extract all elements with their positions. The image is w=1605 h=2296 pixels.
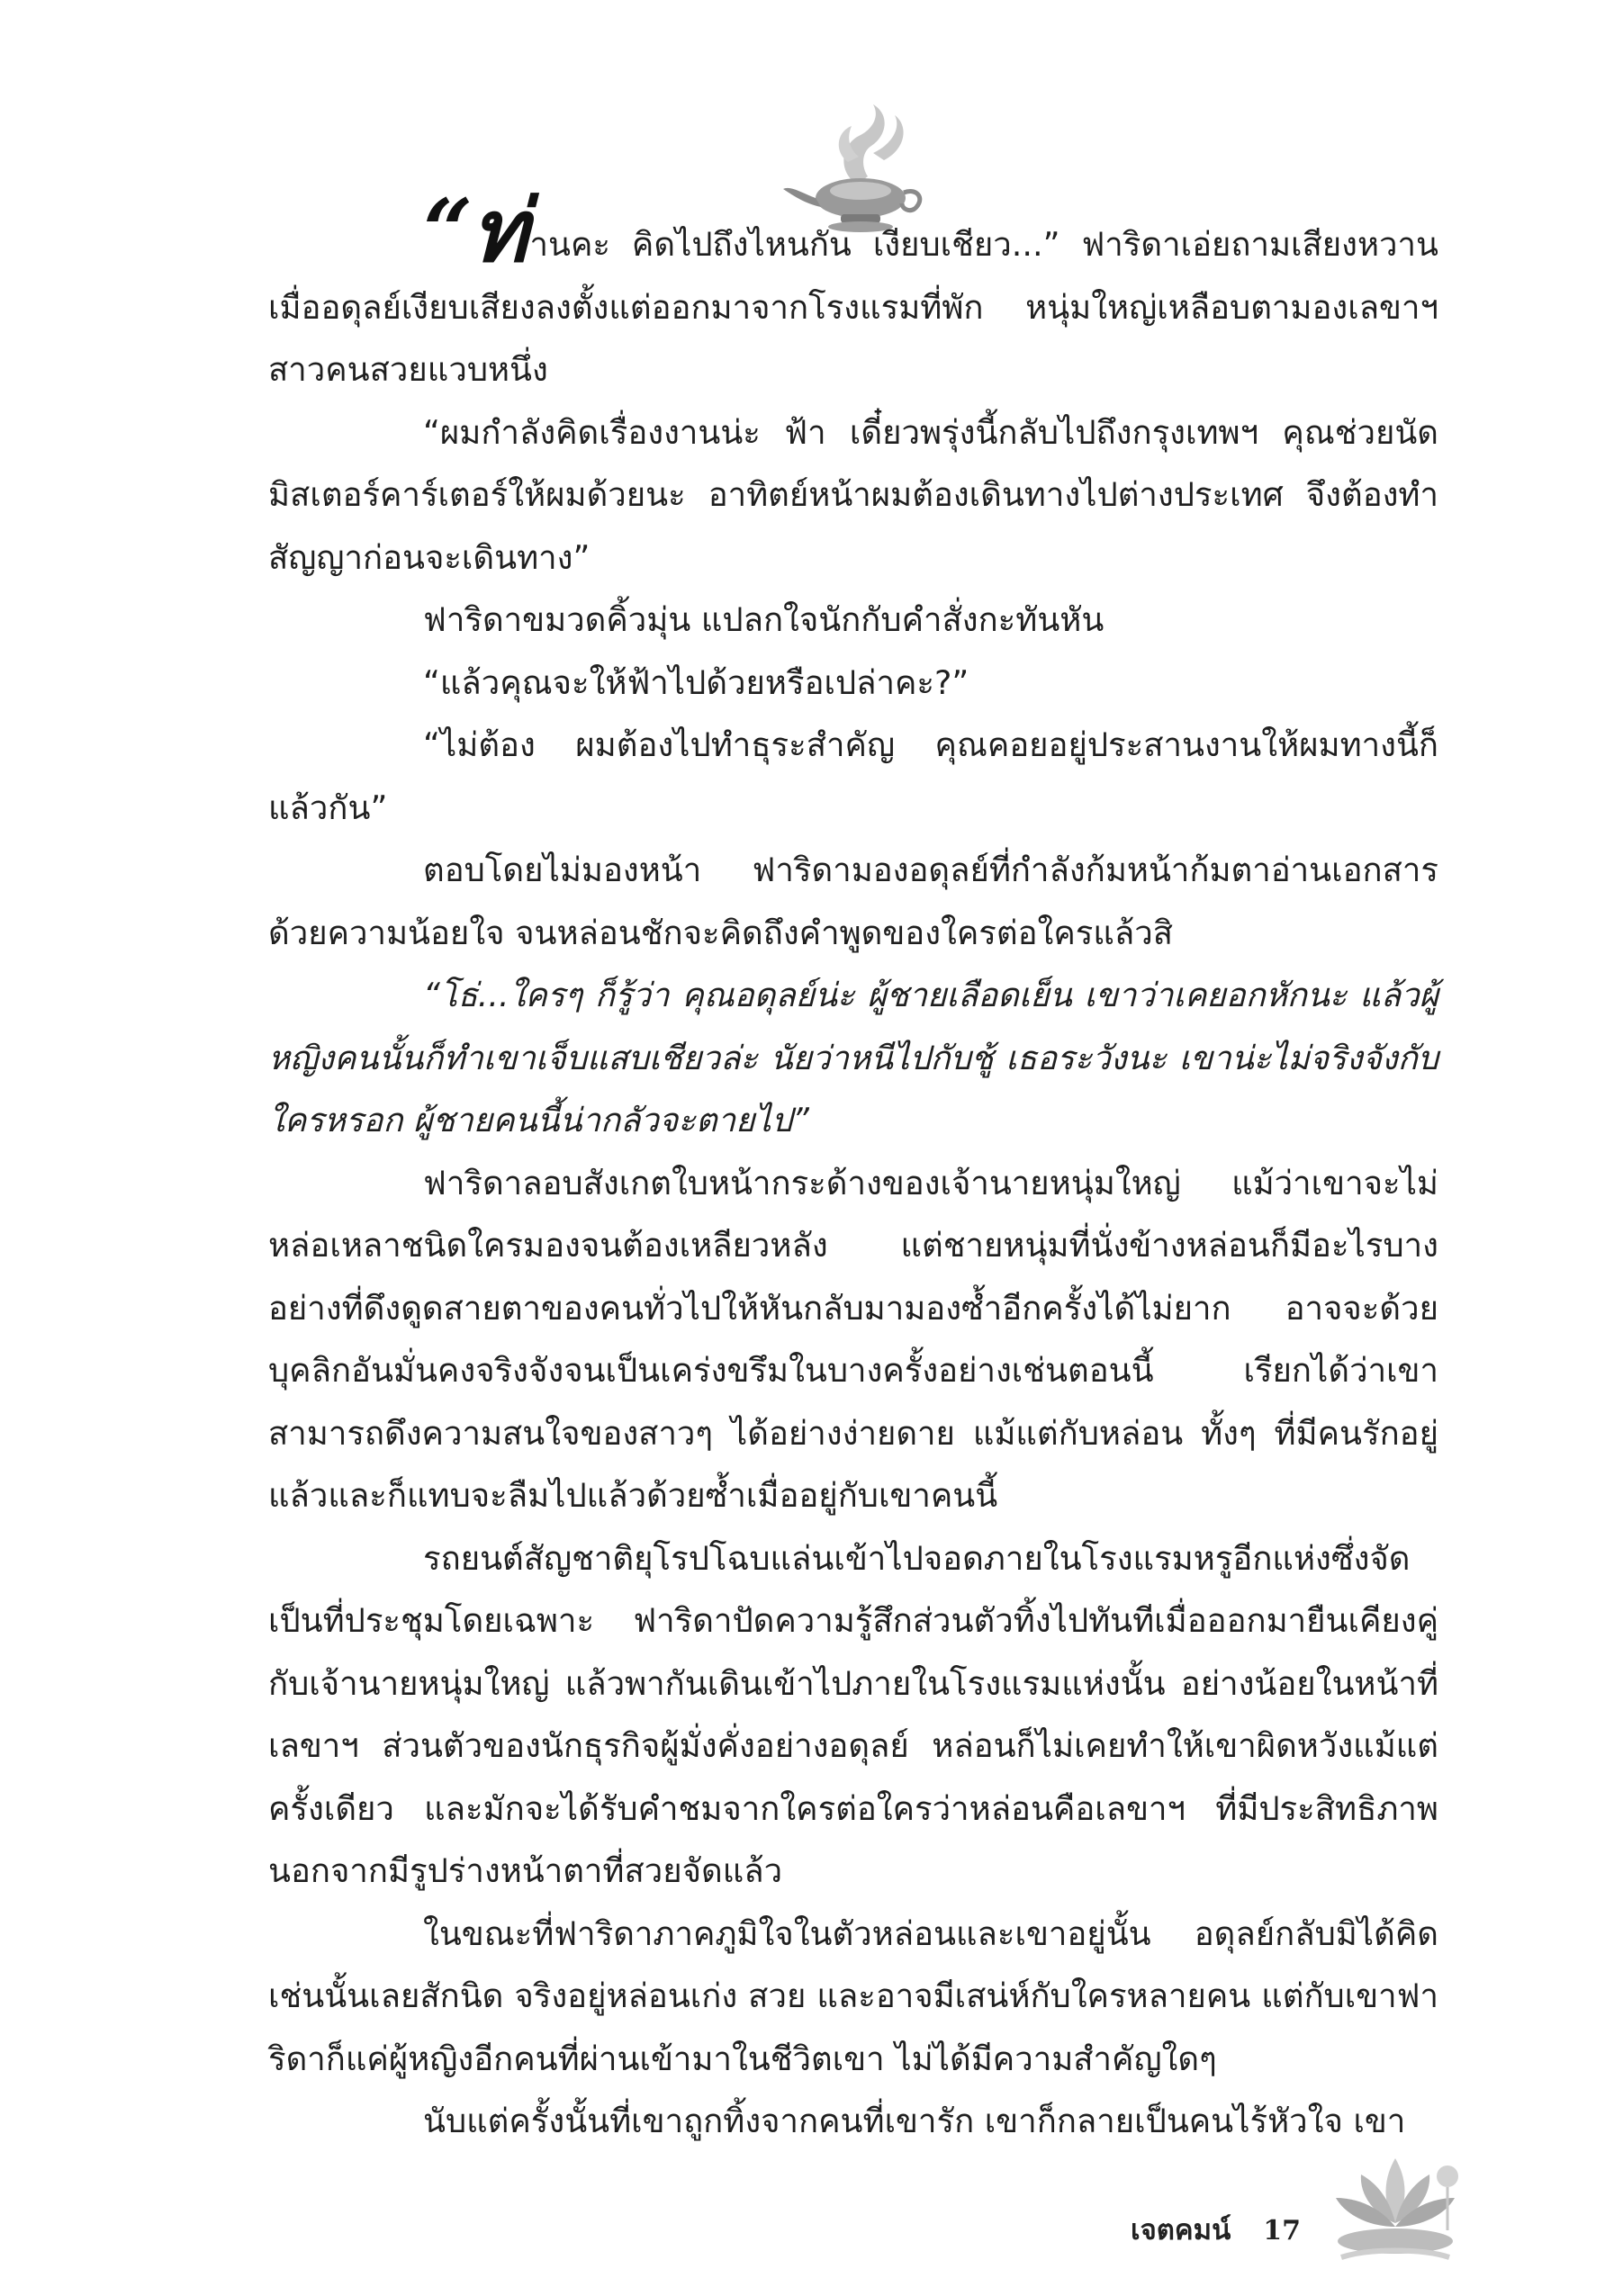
italic-quote-paragraph: “โธ่...ใครๆ ก็รู้ว่า คุณอดุลย์น่ะ ผู้ชายเลือดเย็น เขาว่าเคยอกหักนะ แล้วผู้หญิงคนนั้นก็ทำเขาเจ็บแสบเชียวล่ะ นัยว่าหนีไปกับชู้ เธอระวังนะ เขาน่ะไม่จริงจังกับใครหรอก ผู้ชายคนนี้น่ากลัวจะตายไป”: [268, 976, 1438, 1139]
paragraph: รถยนต์สัญชาติยุโรปโฉบแล่นเข้าไปจอดภายในโรงแรมหรูอีกแห่งซึ่งจัดเป็นที่ประชุมโดยเฉพาะ ฟาริดาปัดความรู้สึกส่วนตัวทิ้งไปทันทีเมื่อออกมายืนเคียงคู่กับเจ้านายหนุ่มใหญ่ แล้วพากันเดินเข้าไปภายในโรงแรมแห่งนั้น อย่างน้อยในหน้าที่เลขาฯ ส่วนตัวของนักธุรกิจผู้มั่งคั่งอย่างอดุลย์ หล่อนก็ไม่เคยทำให้เขาผิดหวังแม้แต่ครั้งเดียว และมักจะได้รับคำชมจากใครต่อใครว่าหล่อนคือเลขาฯ ที่มีประสิทธิภาพนอกจากมีรูปร่างหน้าตาที่สวยจัดแล้ว: [268, 1538, 1438, 1890]
paragraph: นับแต่ครั้งนั้นที่เขาถูกทิ้งจากคนที่เขารัก เขาก็กลายเป็นคนไร้หัวใจ เขา: [423, 2102, 1406, 2140]
paragraph: ฟาริดาขมวดคิ้วมุ่น แปลกใจนักกับคำสั่งกะทันหัน: [423, 600, 1105, 639]
page-footer: [1131, 2212, 1301, 2249]
paragraph: ฟาริดาลอบสังเกตใบหน้ากระด้างของเจ้านายหนุ่มใหญ่ แม้ว่าเขาจะไม่หล่อเหลาชนิดใครมองจนต้องเหลียวหลัง แต่ชายหนุ่มที่นั่งข้างหล่อนก็มีอะไรบางอย่างที่ดึงดูดสายตาของคนทั่วไปให้หันกลับมามองซ้ำอีกครั้งได้ไม่ยาก อาจจะด้วยบุคลิกอันมั่นคงจริงจังจนเป็นเคร่งขรึมในบางครั้งอย่างเช่นตอนนี้ เรียกได้ว่าเขาสามารถดึงความสนใจของสาวๆ ได้อย่างง่ายดาย แม้แต่กับหล่อน ทั้งๆ ที่มีคนรักอยู่แล้วและก็แทบจะลืมไปแล้วด้วยซ้ำเมื่ออยู่กับเขาคนนี้: [268, 1163, 1438, 1515]
page-number: 17: [1263, 2215, 1302, 2246]
paragraph: “ผมกำลังคิดเรื่องงานน่ะ ฟ้า เดี๋ยวพรุ่งนี้กลับไปถึงกรุงเทพฯ คุณช่วยนัดมิสเตอร์คาร์เตอร์ให้ผมด้วยนะ อาทิตย์หน้าผมต้องเดินทางไปต่างประเทศ จึงต้องทำสัญญาก่อนจะเดินทาง”: [268, 412, 1438, 577]
paragraph: ในขณะที่ฟาริดาภาคภูมิใจในตัวหล่อนและเขาอยู่นั้น อดุลย์กลับมิได้คิดเช่นนั้นเลยสักนิด จริงอยู่หล่อนเก่ง สวย และอาจมีเสน่ห์กับใครหลายคน แต่กับเขาฟาริดาก็แค่ผู้หญิงอีกคนที่ผ่านเข้ามาในชีวิตเขา ไม่ได้มีความสำคัญใดๆ: [268, 1913, 1438, 2078]
opening-paragraph: [268, 180, 1438, 401]
lotus-icon: [1323, 2140, 1467, 2275]
paragraph: ตอบโดยไม่มองหน้า ฟาริดามองอดุลย์ที่กำลังก้มหน้าก้มตาอ่านเอกสารด้วยความน้อยใจ จนหล่อนชักจะคิดถึงคำพูดของใครต่อใครแล้วสิ: [268, 851, 1438, 952]
story-text: [268, 180, 1438, 2153]
opening-text: านคะ คิดไปถึงไหนกัน เงียบเชียว...” ฟาริดาเอ่ยถามเสียงหวานเมื่ออดุลย์เงียบเสียงลงตั้งแต่ออกมาจากโรงแรมที่พัก หนุ่มใหญ่เหลือบตามองเลขาฯ สาวคนสวยแวบหนึ่ง: [268, 225, 1438, 389]
book-title: เจตคมน์: [1131, 2214, 1231, 2246]
paragraph: “แล้วคุณจะให้ฟ้าไปด้วยหรือเปล่าคะ?”: [423, 662, 969, 702]
drop-cap: “ท่: [423, 180, 527, 282]
paragraph: “ไม่ต้อง ผมต้องไปทำธุระสำคัญ คุณคอยอยู่ประสานงานให้ผมทางนี้ก็แล้วกัน”: [268, 725, 1438, 827]
